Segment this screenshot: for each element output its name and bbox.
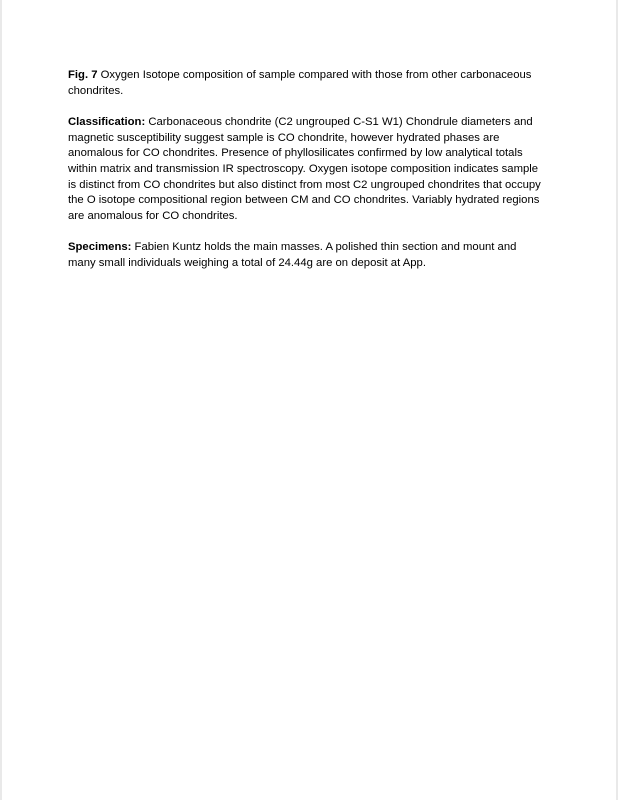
specimens-text: Fabien Kuntz holds the main masses. A polished thin section and mount and many small individuals weighing a total of 24.44g are on deposit at App. [68, 241, 517, 269]
figure-caption-text: Oxygen Isotope composition of sample compared with those from other carbonaceous chondrites. [68, 69, 532, 97]
classification-paragraph [68, 115, 544, 224]
specimens-paragraph [68, 240, 544, 271]
figure-caption-label: Fig. 7 [68, 69, 98, 81]
figure-caption-paragraph [68, 68, 544, 99]
classification-label: Classification: [68, 116, 146, 129]
document-content [68, 68, 544, 272]
page-left-edge [0, 0, 2, 800]
specimens-label: Specimens: [68, 241, 132, 254]
classification-text: Carbonaceous chondrite (C2 ungrouped C-S1 W1) Chondrule diameters and magnetic susceptibility suggest sample is CO chondrite, however hydrated phases are anomalous for CO chondrites. Presence of phyllosilicates confirmed by low analytical totals within matrix and transmission IR spectroscopy. Oxygen isotope composition indicates sample is distinct from CO chondrites but also distinct from most C2 ungrouped chondrites that occupy the O isotope compositional region between CM and CO chondrites. Variably hydrated regions are anomalous for CO chondrites. [68, 116, 541, 222]
